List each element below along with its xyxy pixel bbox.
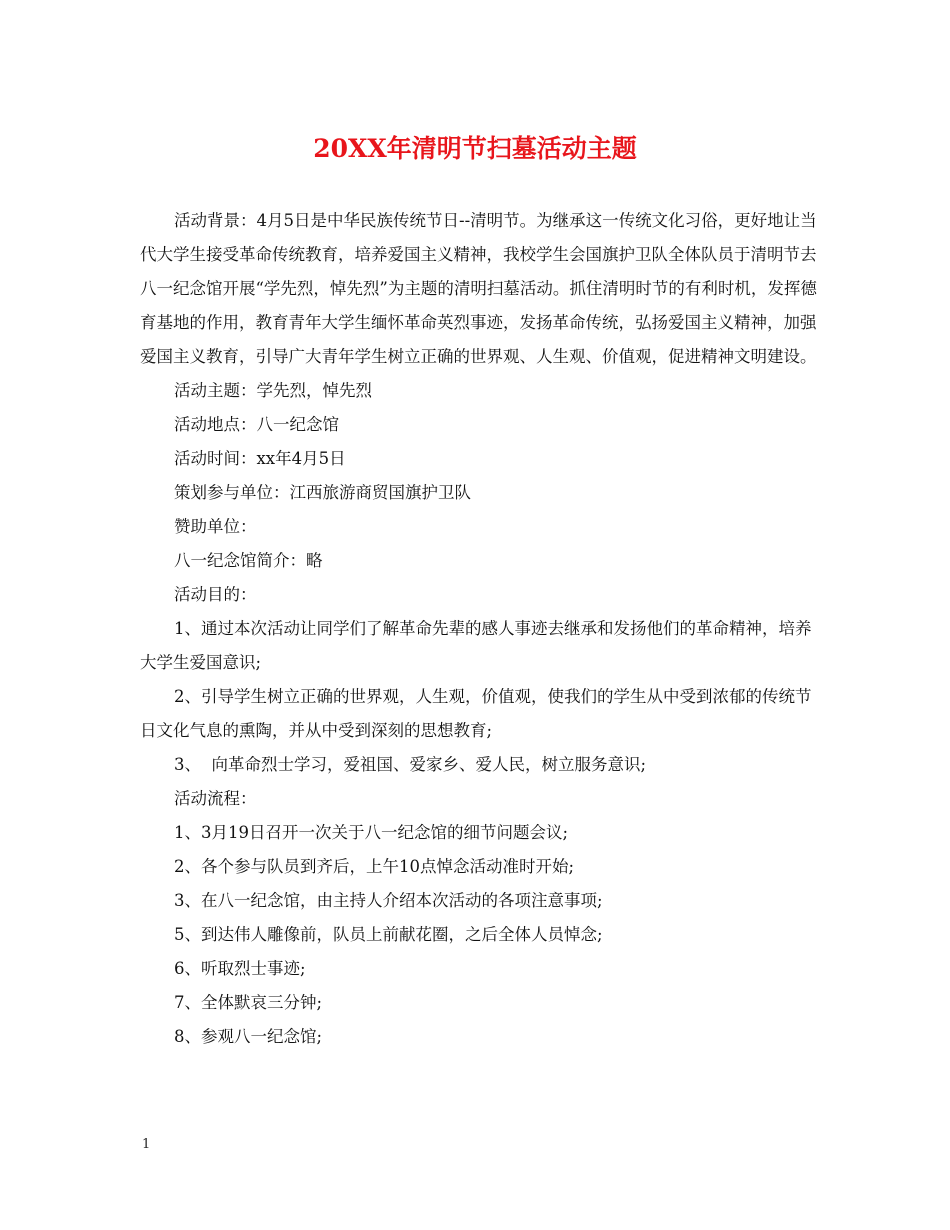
paragraph-purpose-heading: 活动目的： xyxy=(174,585,257,604)
paragraph-process-3: 3、在八一纪念馆，由主持人介绍本次活动的各项注意事项; xyxy=(174,891,603,910)
paragraph-purpose-3: 3、 向革命烈士学习，爱祖国、爱家乡、爱人民，树立服务意识; xyxy=(174,755,647,774)
paragraph-process-2: 2、各个参与队员到齐后，上午10点悼念活动准时开始; xyxy=(174,857,575,876)
paragraph-time: 活动时间：xx年4月5日 xyxy=(174,449,346,468)
paragraph-process-5: 5、到达伟人雕像前，队员上前献花圈，之后全体人员悼念; xyxy=(174,925,603,944)
paragraph-purpose-1: 1、通过本次活动让同学们了解革命先辈的感人事迹去继承和发扬他们的革命精神，培养大学生爱国意识; xyxy=(140,619,812,672)
paragraph-process-6: 6、听取烈士事迹; xyxy=(174,959,306,978)
paragraph-process-8: 8、参观八一纪念馆; xyxy=(174,1027,323,1046)
paragraph-process-heading: 活动流程： xyxy=(174,789,257,808)
paragraph-background: 活动背景：4月5日是中华民族传统节日--清明节。为继承这一传统文化习俗，更好地让当代大学生接受革命传统教育，培养爱国主义精神，我校学生会国旗护卫队全体队员于清明节去八一纪念馆开展“学先烈，悼先烈”为主题的清明扫墓活动。抓住清明时节的有利时机，发挥德育基地的作用，教育青年大学生缅怀革命英烈事迹，发扬革命传统，弘扬爱国主义精神，加强爱国主义教育，引导广大青年学生树立正确的世界观、人生观、价值观，促进精神文明建设。 xyxy=(140,211,817,366)
document-title: 20XX年清明节扫墓活动主题 xyxy=(313,134,637,163)
paragraph-sponsor: 赞助单位： xyxy=(174,517,257,536)
paragraph-museum-intro: 八一纪念馆简介：略 xyxy=(174,551,323,570)
paragraph-purpose-2: 2、引导学生树立正确的世界观，人生观，价值观，使我们的学生从中受到浓郁的传统节日文化气息的熏陶，并从中受到深刻的思想教育; xyxy=(140,687,812,740)
paragraph-process-1: 1、3月19日召开一次关于八一纪念馆的细节问题会议; xyxy=(174,823,569,842)
paragraph-location: 活动地点：八一纪念馆 xyxy=(174,415,339,434)
paragraph-process-7: 7、全体默哀三分钟; xyxy=(174,993,323,1012)
paragraph-theme: 活动主题：学先烈，悼先烈 xyxy=(174,381,372,400)
page-number: 1 xyxy=(142,1137,151,1152)
document-body xyxy=(140,204,820,1054)
paragraph-organizer: 策划参与单位：江西旅游商贸国旗护卫队 xyxy=(174,483,471,502)
